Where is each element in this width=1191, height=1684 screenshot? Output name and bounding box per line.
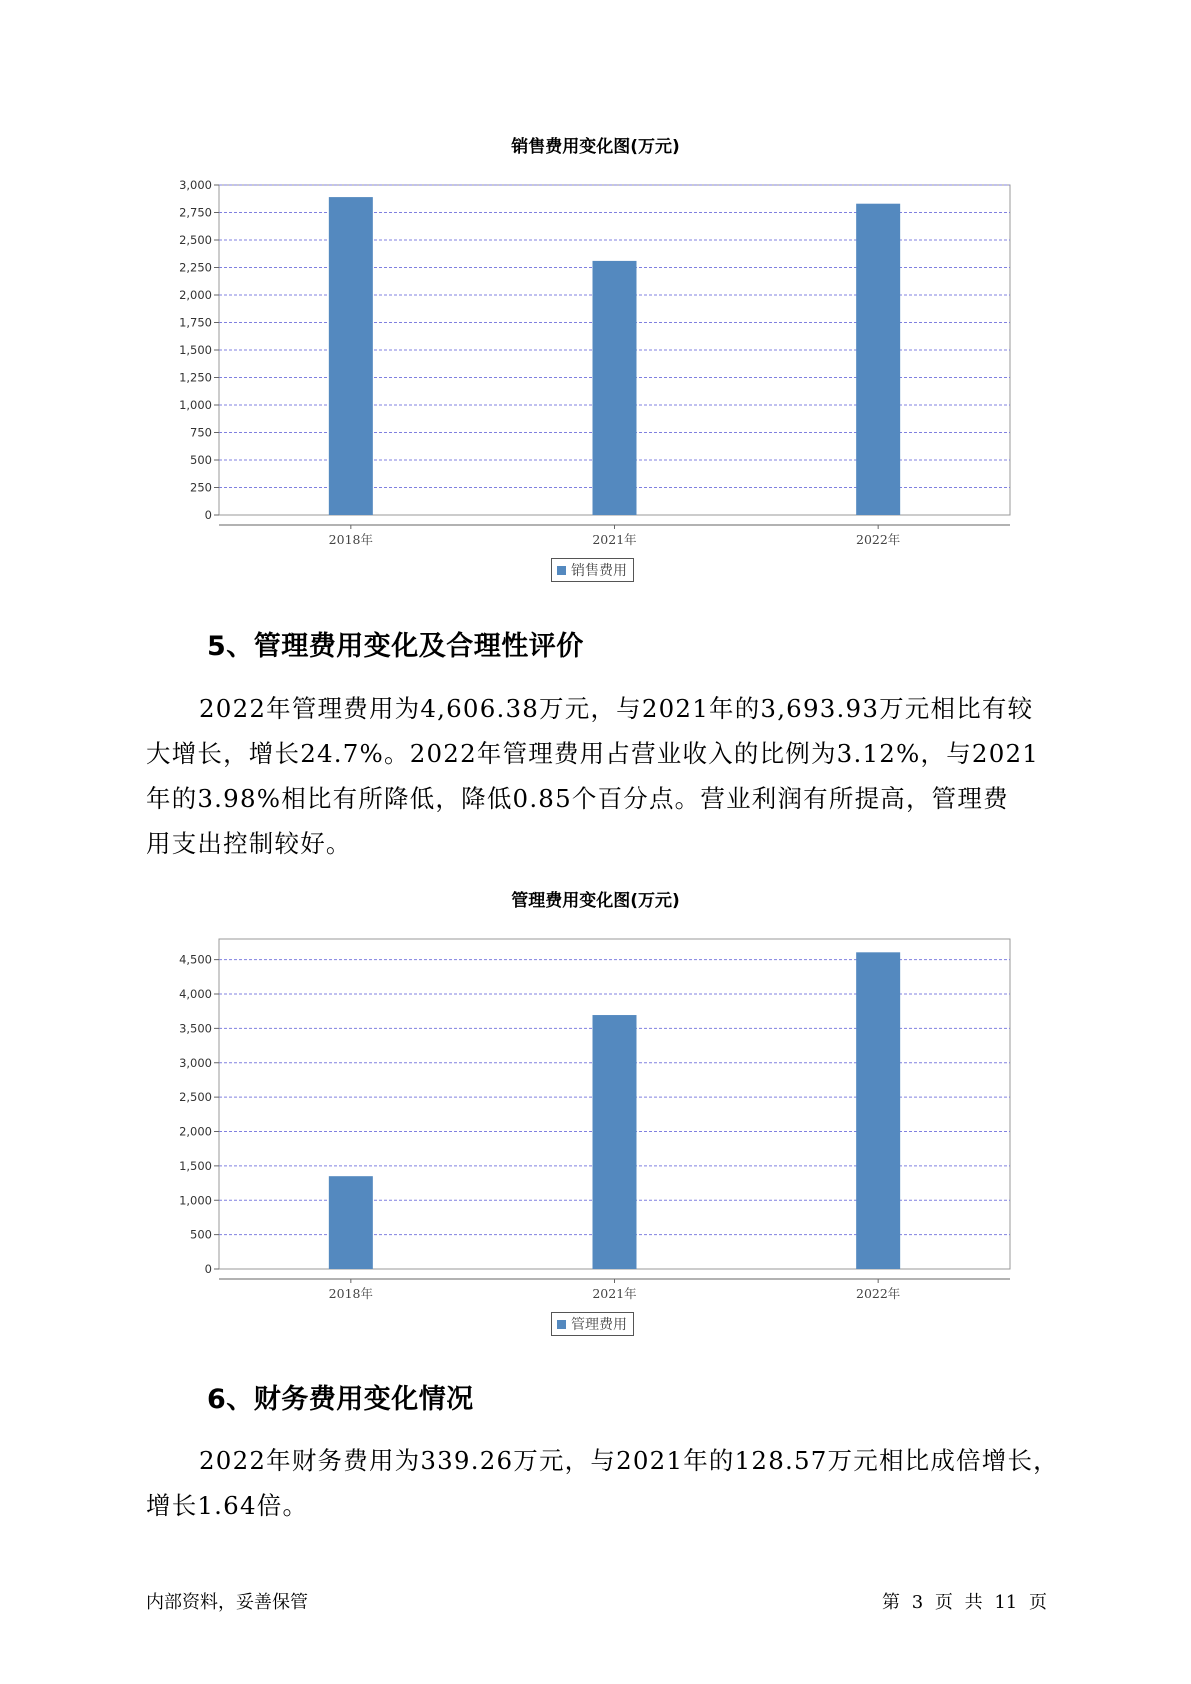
section5-heading: 5、管理费用变化及合理性评价 bbox=[207, 631, 584, 662]
section6-paragraph bbox=[146, 1438, 1059, 1528]
y-tick-label: 1,500 bbox=[179, 1158, 212, 1173]
section6-heading: 6、财务费用变化情况 bbox=[207, 1384, 474, 1415]
y-tick-label: 500 bbox=[190, 453, 212, 467]
bar bbox=[856, 204, 900, 515]
y-tick-label: 2,500 bbox=[179, 233, 212, 247]
bar bbox=[593, 261, 637, 515]
x-tick-label: 2022年 bbox=[856, 1286, 901, 1301]
y-tick-label: 1,500 bbox=[179, 343, 212, 357]
footer-page-number: 第 3 页 共 11 页 bbox=[882, 1592, 1047, 1613]
y-tick-label: 3,000 bbox=[179, 1055, 212, 1070]
y-tick-label: 3,500 bbox=[179, 1021, 212, 1036]
chart1-legend bbox=[551, 558, 634, 582]
legend-swatch bbox=[557, 566, 566, 575]
y-tick-label: 2,250 bbox=[179, 260, 212, 275]
chart2-legend-label: 管理费用 bbox=[571, 1317, 627, 1333]
paragraph-line: 2022年管理费用为4,606.38万元，与2021年的3,693.93万元相比有较 bbox=[199, 694, 1034, 723]
y-tick-label: 750 bbox=[190, 425, 212, 440]
y-tick-label: 500 bbox=[190, 1227, 212, 1242]
chart2-admin-expense bbox=[0, 924, 1191, 1304]
y-tick-label: 2,750 bbox=[179, 205, 212, 220]
y-tick-label: 4,000 bbox=[179, 987, 212, 1001]
paragraph-line: 年的3.98%相比有所降低，降低0.85个百分点。营业利润有所提高，管理费 bbox=[146, 784, 1009, 813]
footer-confidential-note: 内部资料，妥善保管 bbox=[146, 1592, 308, 1613]
y-tick-label: 3,000 bbox=[179, 178, 212, 192]
x-tick-label: 2018年 bbox=[328, 1286, 373, 1301]
y-tick-label: 1,000 bbox=[179, 398, 212, 412]
y-tick-label: 0 bbox=[204, 1262, 212, 1276]
y-tick-label: 4,500 bbox=[179, 952, 212, 967]
legend-swatch bbox=[557, 1320, 566, 1329]
y-tick-label: 2,000 bbox=[179, 1124, 212, 1139]
chart2-legend bbox=[551, 1312, 634, 1336]
paragraph-line: 2022年财务费用为339.26万元，与2021年的128.57万元相比成倍增长， bbox=[199, 1446, 1059, 1475]
bar bbox=[329, 197, 373, 515]
paragraph-line: 用支出控制较好。 bbox=[146, 829, 352, 858]
chart1-legend-label: 销售费用 bbox=[571, 563, 627, 579]
bar bbox=[856, 952, 900, 1269]
y-tick-label: 0 bbox=[204, 508, 212, 522]
y-tick-label: 2,000 bbox=[179, 288, 212, 302]
chart1-sales-expense bbox=[0, 170, 1191, 550]
y-tick-label: 2,500 bbox=[179, 1090, 212, 1105]
x-tick-label: 2021年 bbox=[592, 1286, 637, 1301]
bar bbox=[329, 1176, 373, 1269]
x-tick-label: 2018年 bbox=[328, 532, 373, 547]
y-tick-label: 1,000 bbox=[179, 1193, 212, 1208]
chart2-title: 管理费用变化图(万元) bbox=[511, 891, 680, 911]
chart1-title: 销售费用变化图(万元) bbox=[511, 137, 680, 157]
paragraph-line: 增长1.64倍。 bbox=[146, 1491, 309, 1520]
section5-paragraph bbox=[146, 686, 1046, 866]
y-tick-label: 250 bbox=[190, 480, 212, 495]
bar bbox=[593, 1015, 637, 1269]
y-tick-label: 1,750 bbox=[179, 315, 212, 330]
y-tick-label: 1,250 bbox=[179, 370, 212, 385]
paragraph-line: 大增长，增长24.7%。2022年管理费用占营业收入的比例为3.12%，与2021 bbox=[146, 739, 1040, 768]
x-tick-label: 2022年 bbox=[856, 532, 901, 547]
x-tick-label: 2021年 bbox=[592, 532, 637, 547]
